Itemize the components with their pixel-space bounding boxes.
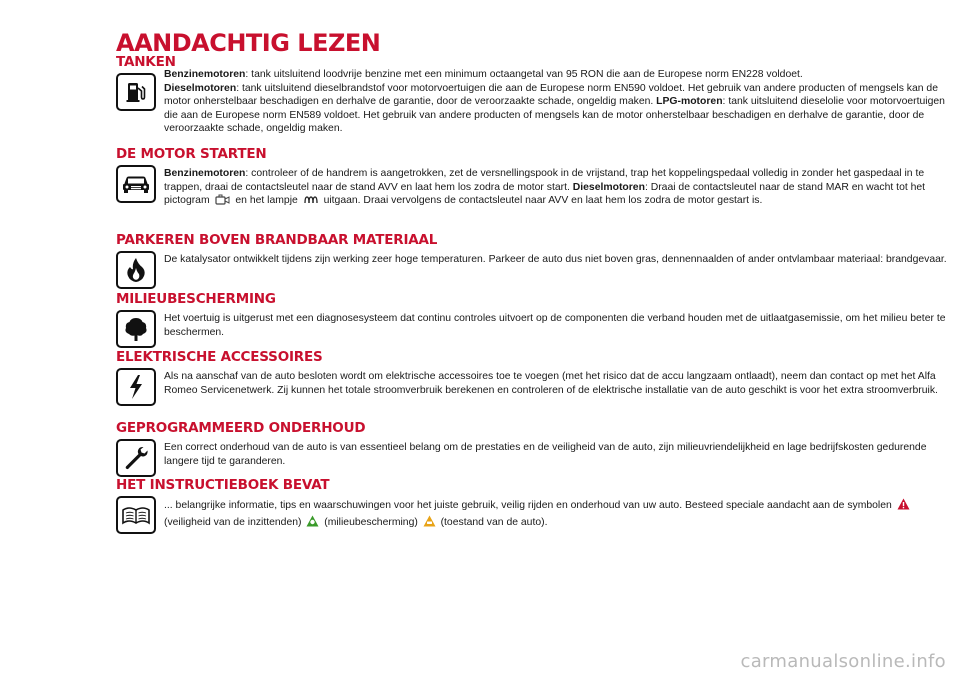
section-text-elektrische-accessoires: Als na aanschaf van de auto besloten wordt om elektrische accessoires toe te voegen (met het risico dat de accu langzaam ontlaadt), neem dan contact op met het Alfa Romeo Servicenetwerk. Zij kunnen het totale stroomverbruik berekenen en controleren of de elektrische installatie van de auto geschikt is voor het extra stroomverbruik. xyxy=(164,371,938,396)
label-benzinemotoren: Benzinemotoren xyxy=(164,69,246,80)
section-instructieboek xyxy=(116,478,916,536)
section-heading-instructieboek: HET INSTRUCTIEBOEK BEVAT xyxy=(116,477,330,493)
text-instructieboek-a: ... belangrijke informatie, tips en waarschuwingen voor het juiste gebruik, veilig rijden en onderhoud van uw auto. Besteed speciale aandacht aan de symbolen xyxy=(164,500,895,511)
pictogram-icon xyxy=(215,194,231,210)
section-heading-motor-starten: DE MOTOR STARTEN xyxy=(116,146,267,162)
vehicle-condition-triangle-icon xyxy=(423,515,436,532)
text-benzine: : tank uitsluitend loodvrije benzine met een minimum octaangetal van 95 RON die aan de Europese norm EN228 voldoet. xyxy=(245,69,803,80)
section-tanken xyxy=(116,54,945,139)
section-heading-parkeren: PARKEREN BOVEN BRANDBAAR MATERIAAL xyxy=(116,232,438,248)
text-instructieboek-c: (milieubescherming) xyxy=(321,516,421,528)
fuel-pump-icon xyxy=(116,73,156,111)
open-book-icon xyxy=(116,496,156,534)
tree-icon xyxy=(116,310,156,348)
section-milieubescherming xyxy=(116,291,946,350)
flame-icon xyxy=(116,251,156,289)
section-parkeren xyxy=(116,232,947,291)
section-text-motor-starten xyxy=(164,167,954,210)
section-text-instructieboek xyxy=(164,498,954,531)
section-heading-elektrische-accessoires: ELEKTRISCHE ACCESSOIRES xyxy=(116,349,323,365)
page-title: AANDACHTIG LEZEN xyxy=(116,29,381,57)
text-diesel-start-b: en het lampje xyxy=(232,195,301,207)
label-lpg-motoren: LPG-motoren xyxy=(656,96,723,108)
text-lpg: : tank uitsluitend dieselolie voor motorvoertuigen die aan de Europese norm EN589 voldoet. Het gebruik van andere producten of mengsels kan de motor onherstelbaar beschadigen en derhalve de garantie, door de veroorzaakte schade, ongeldig maken. xyxy=(164,96,945,135)
section-text-geprogrammeerd-onderhoud: Een correct onderhoud van de auto is van essentieel belang om de prestaties en de veiligheid van de auto, zijn milieuvriendelijkheid en lage bedrijfskosten gedurende langere tijd te garanderen. xyxy=(164,442,927,467)
text-diesel-start-c: uitgaan. Draai vervolgens de contactsleutel naar AVV en laat hem los zodra de motor gestart is. xyxy=(320,195,763,207)
text-diesel-start-a: : Draai de contactsleutel naar de stand MAR en wacht tot het pictogram xyxy=(164,181,926,207)
text-instructieboek-b: (veiligheid van de inzittenden) xyxy=(164,516,305,528)
section-heading-milieubescherming: MILIEUBESCHERMING xyxy=(116,291,276,307)
section-motor-starten xyxy=(116,146,926,223)
label-dieselmotoren-start: Dieselmotoren xyxy=(572,181,645,193)
environment-triangle-icon xyxy=(306,515,319,532)
glow-plug-icon xyxy=(303,195,319,210)
section-text-tanken xyxy=(164,68,954,136)
section-text-milieubescherming: Het voertuig is uitgerust met een diagnosesysteem dat continu controles uitvoert op de componenten die verband houden met de uitlaatgasemissie, om het milieu beter te beschermen. xyxy=(164,313,946,338)
wrench-icon xyxy=(116,439,156,477)
text-diesel: : tank uitsluitend dieselbrandstof voor motorvoertuigen die aan de Europese norm EN590 voldoet. Het gebruik van andere producten of mengsels kan de motor onherstelbaar beschadigen en derhalve de garantie, door de veroorzaakte schade, ongeldig maken. xyxy=(164,82,938,108)
text-benzine-start: : controleer of de handrem is aangetrokken, zet de versnellingspook in de vrijstand, trap het koppelingspedaal volledig in zonder het gaspedaal in te trappen, draai de contactsleutel naar de stand AVV en laat hem los zodra de motor start. xyxy=(164,168,925,193)
watermark: carmanualsonline.info xyxy=(740,651,946,672)
label-benzinemotoren-start: Benzinemotoren xyxy=(164,168,246,179)
section-heading-geprogrammeerd-onderhoud: GEPROGRAMMEERD ONDERHOUD xyxy=(116,420,366,436)
section-text-parkeren: De katalysator ontwikkelt tijdens zijn werking zeer hoge temperaturen. Parkeer de auto dus niet boven gras, dennennaalden of ander ontvlambaar materiaal: brandgevaar. xyxy=(164,254,947,265)
section-heading-tanken: TANKEN xyxy=(116,54,176,70)
lightning-icon xyxy=(116,368,156,406)
section-geprogrammeerd-onderhoud xyxy=(116,420,927,477)
warning-triangle-icon xyxy=(897,498,910,515)
section-elektrische-accessoires xyxy=(116,349,938,420)
text-instructieboek-d: (toestand van de auto). xyxy=(437,516,548,528)
label-dieselmotoren: Dieselmotoren xyxy=(164,82,237,94)
car-icon xyxy=(116,165,156,203)
